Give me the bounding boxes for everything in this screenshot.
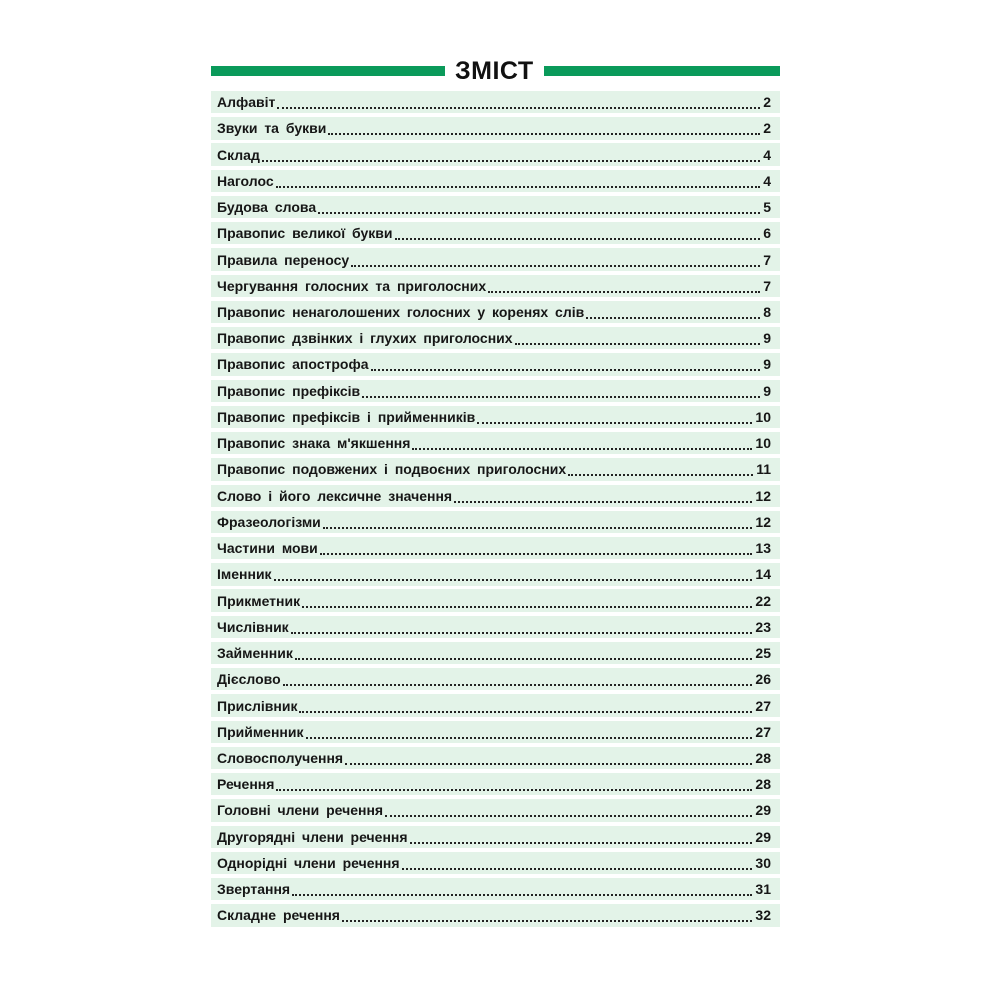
toc-entry-title: Прислівник xyxy=(217,697,298,714)
toc-dot-leader xyxy=(410,828,753,844)
toc-dot-leader xyxy=(412,434,752,450)
toc-dot-leader xyxy=(283,670,753,686)
toc-entry-title: Правопис префіксів і прийменників xyxy=(217,408,476,425)
toc-entry[interactable] xyxy=(211,432,780,454)
toc-dot-leader xyxy=(276,172,761,188)
toc-entry-title: Правопис знака м'якшення xyxy=(217,435,411,452)
toc-dot-leader xyxy=(586,303,760,319)
toc-entry-title: Будова слова xyxy=(217,199,317,216)
toc-entry[interactable] xyxy=(211,91,780,113)
toc-entry-page-number: 7 xyxy=(763,277,771,294)
toc-entry-title: Правопис префіксів xyxy=(217,382,361,399)
toc-entry-page-number: 13 xyxy=(755,540,771,557)
toc-entry-title: Частини мови xyxy=(217,540,318,557)
toc-entry-title: Правопис дзвінких і глухих приголосних xyxy=(217,330,513,347)
toc-entry-title: Правопис ненаголошених голосних у коренях слів xyxy=(217,304,585,321)
toc-dot-leader xyxy=(318,198,760,214)
toc-entry-title: Складне речення xyxy=(217,907,340,924)
toc-dot-leader xyxy=(277,93,760,109)
toc-dot-leader xyxy=(351,251,760,267)
toc-entry-page-number: 28 xyxy=(755,750,771,766)
toc-dot-leader xyxy=(306,723,753,739)
toc-entry[interactable] xyxy=(211,196,780,218)
toc-dot-leader xyxy=(385,801,752,817)
toc-entry[interactable] xyxy=(211,747,780,769)
toc-entry[interactable] xyxy=(211,668,780,690)
toc-dot-leader xyxy=(291,618,753,634)
toc-entry-page-number: 23 xyxy=(755,618,771,635)
toc-entry[interactable] xyxy=(211,248,780,270)
toc-dot-leader xyxy=(274,565,753,581)
toc-entry-title: Чергування голосних та приголосних xyxy=(217,277,487,294)
toc-entry-page-number: 4 xyxy=(763,172,771,189)
toc-header xyxy=(211,58,780,84)
toc-entry[interactable] xyxy=(211,721,780,743)
toc-entry[interactable] xyxy=(211,406,780,428)
toc-dot-leader xyxy=(328,119,760,135)
toc-entry-page-number: 7 xyxy=(763,251,771,268)
toc-entry-page-number: 32 xyxy=(755,907,771,924)
toc-entry-page-number: 10 xyxy=(755,435,771,452)
toc-dot-leader xyxy=(295,644,753,660)
toc-entry-page-number: 9 xyxy=(763,356,771,373)
toc-entry-title: Однорідні члени речення xyxy=(217,854,400,871)
toc-entry-page-number: 8 xyxy=(763,304,771,321)
toc-entry[interactable] xyxy=(211,826,780,848)
toc-entry-title: Звуки та букви xyxy=(217,120,327,137)
toc-entry-page-number: 27 xyxy=(755,697,771,714)
toc-dot-leader xyxy=(299,697,752,713)
toc-entry[interactable] xyxy=(211,563,780,585)
toc-entry-page-number: 25 xyxy=(755,645,771,662)
toc-entry[interactable] xyxy=(211,616,780,638)
toc-entry-page-number: 27 xyxy=(755,723,771,740)
toc-entry-title: Другорядні члени речення xyxy=(217,828,408,845)
toc-dot-leader xyxy=(477,408,752,424)
toc-entry-title: Склад xyxy=(217,146,260,163)
toc-entry-page-number: 12 xyxy=(755,487,771,504)
toc-dot-leader xyxy=(454,487,752,503)
toc-entry-page-number: 14 xyxy=(755,566,771,583)
header-rule-left xyxy=(211,66,445,76)
toc-entry[interactable] xyxy=(211,852,780,874)
toc-dot-leader xyxy=(371,355,761,371)
toc-entry-title: Дієслово xyxy=(217,671,281,688)
toc-entry[interactable] xyxy=(211,143,780,165)
toc-entry[interactable] xyxy=(211,773,780,795)
toc-entry[interactable] xyxy=(211,485,780,507)
toc-dot-leader xyxy=(488,277,760,293)
toc-list xyxy=(211,91,780,927)
toc-dot-leader xyxy=(515,329,761,345)
toc-entry-title: Наголос xyxy=(217,172,274,189)
toc-entry-title: Звертання xyxy=(217,881,291,898)
toc-entry-page-number: 28 xyxy=(755,776,771,793)
toc-entry[interactable] xyxy=(211,222,780,244)
toc-entry-page-number: 29 xyxy=(755,802,771,819)
toc-dot-leader xyxy=(402,854,753,870)
toc-dot-leader xyxy=(568,460,753,476)
toc-entry-title: Слово і його лексичне значення xyxy=(217,487,453,504)
toc-entry-page-number: 22 xyxy=(755,592,771,609)
toc-entry[interactable] xyxy=(211,589,780,611)
toc-entry-title: Правопис подовжених і подвоєних приголосних xyxy=(217,461,567,478)
toc-dot-leader xyxy=(302,592,752,608)
toc-entry[interactable] xyxy=(211,380,780,402)
toc-dot-leader xyxy=(345,749,752,765)
toc-dot-leader xyxy=(276,775,752,791)
table-of-contents-page xyxy=(211,58,780,931)
toc-entry[interactable] xyxy=(211,904,780,926)
toc-entry[interactable] xyxy=(211,117,780,139)
toc-entry-title: Займенник xyxy=(217,645,293,662)
toc-entry[interactable] xyxy=(211,878,780,900)
toc-entry-title: Правопис великої букви xyxy=(217,225,393,242)
toc-entry-title: Прикметник xyxy=(217,592,301,609)
toc-entry[interactable] xyxy=(211,694,780,716)
toc-entry-title: Головні члени речення xyxy=(217,802,384,819)
toc-dot-leader xyxy=(320,539,753,555)
toc-entry-page-number: 4 xyxy=(763,146,771,163)
toc-entry-title: Прийменник xyxy=(217,723,304,740)
page-title: ЗМІСТ xyxy=(455,57,534,85)
toc-entry-page-number: 6 xyxy=(763,225,771,242)
toc-entry-page-number: 5 xyxy=(763,199,771,216)
header-rule-right xyxy=(544,66,780,76)
toc-entry-title: Фразеологізми xyxy=(217,513,321,530)
toc-dot-leader xyxy=(342,906,752,922)
toc-dot-leader xyxy=(262,146,760,162)
toc-entry-page-number: 29 xyxy=(755,828,771,845)
toc-entry-page-number: 12 xyxy=(755,513,771,530)
toc-entry[interactable] xyxy=(211,799,780,821)
toc-dot-leader xyxy=(292,880,752,896)
toc-entry-title: Словосполучення xyxy=(217,750,344,766)
toc-entry[interactable] xyxy=(211,327,780,349)
toc-entry-page-number: 31 xyxy=(755,881,771,898)
toc-dot-leader xyxy=(323,513,753,529)
toc-entry-page-number: 2 xyxy=(763,94,771,111)
toc-entry-title: Іменник xyxy=(217,566,272,583)
toc-entry-page-number: 9 xyxy=(763,382,771,399)
toc-entry[interactable] xyxy=(211,458,780,480)
toc-entry-page-number: 2 xyxy=(763,120,771,137)
toc-entry-page-number: 9 xyxy=(763,330,771,347)
toc-entry[interactable] xyxy=(211,301,780,323)
toc-entry[interactable] xyxy=(211,537,780,559)
toc-entry-page-number: 10 xyxy=(755,408,771,425)
toc-entry-page-number: 30 xyxy=(755,854,771,871)
toc-entry[interactable] xyxy=(211,511,780,533)
toc-entry-title: Числівник xyxy=(217,618,289,635)
toc-dot-leader xyxy=(362,382,760,398)
toc-entry[interactable] xyxy=(211,275,780,297)
toc-entry-title: Алфавіт xyxy=(217,94,276,111)
toc-entry-title: Речення xyxy=(217,776,275,793)
toc-entry-page-number: 26 xyxy=(755,671,771,688)
toc-entry-page-number: 11 xyxy=(756,461,771,478)
toc-entry[interactable] xyxy=(211,642,780,664)
toc-entry[interactable] xyxy=(211,170,780,192)
toc-dot-leader xyxy=(395,224,761,240)
toc-entry[interactable] xyxy=(211,353,780,375)
toc-entry-title: Правила переносу xyxy=(217,251,350,268)
toc-entry-title: Правопис апострофа xyxy=(217,356,369,373)
